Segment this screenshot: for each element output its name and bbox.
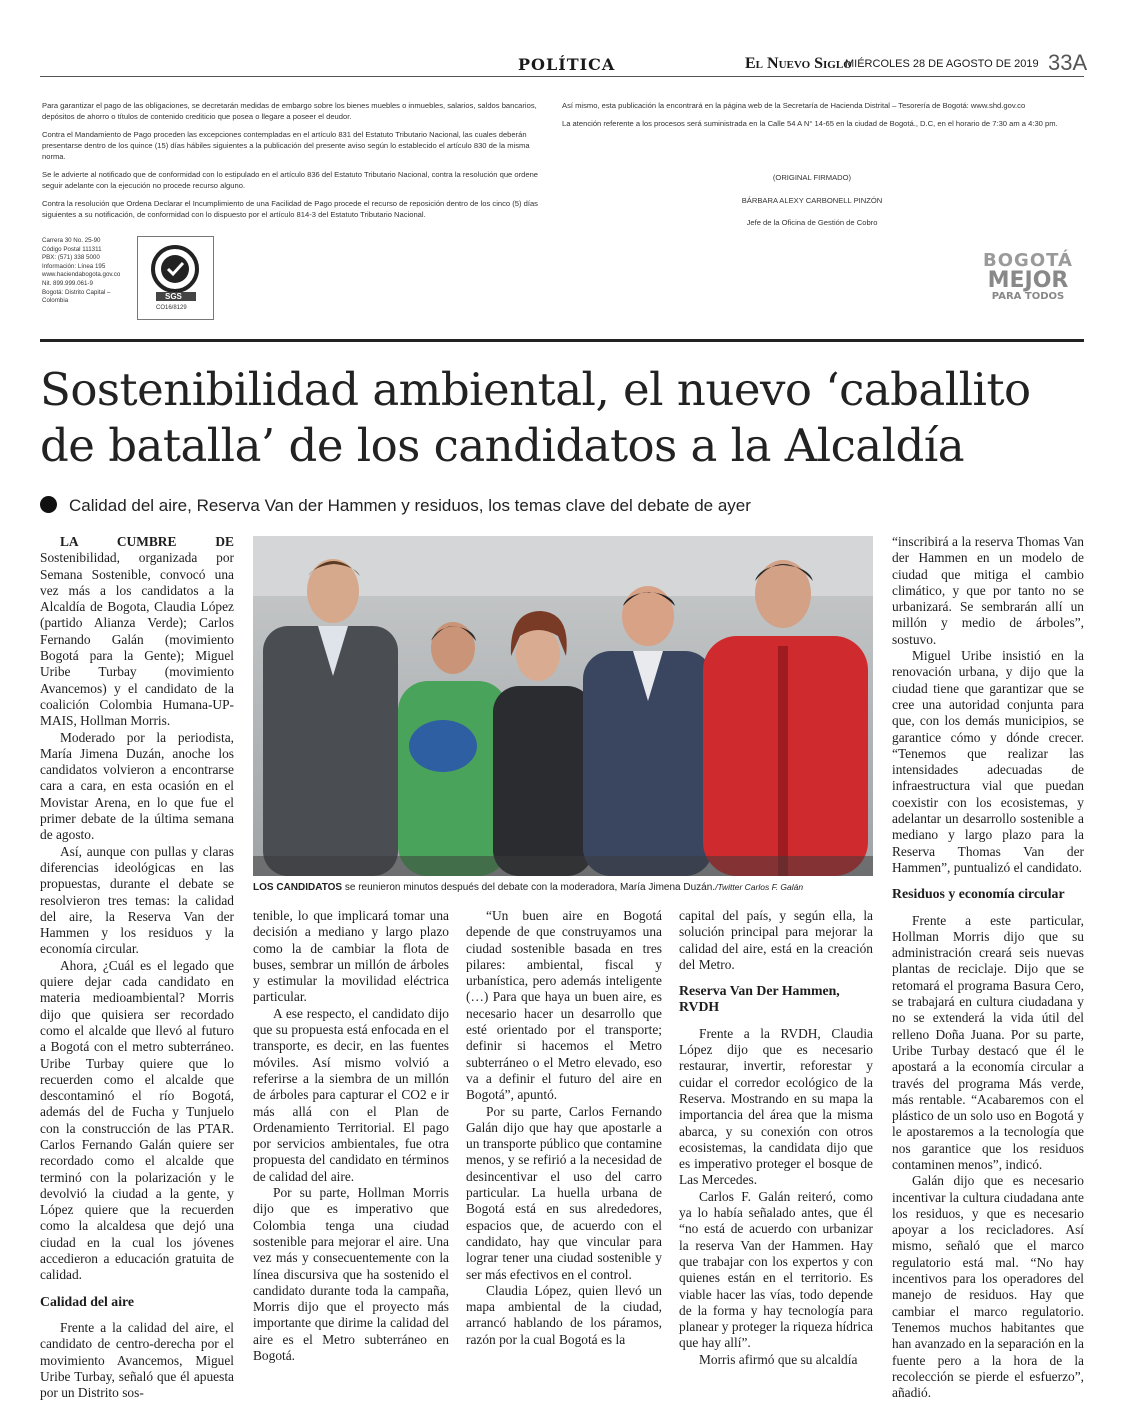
logo-line-3: PARA TODOS (991, 291, 1065, 302)
paragraph: Frente a la RVDH, Claudia López dijo que es necesario restaurar, invertir, reforestar y cuidar el corredor ecológico de la Reserva. Mostrando en su mapa la importancia del área que la misma abarca, y su conexión con otros ecosistemas, la candidata dijo que es imperativo proteger el bosque de Las Mercedes. (679, 1025, 873, 1188)
paragraph: Por su parte, Hollman Morris dijo que es imperativo que Colombia tenga una ciudad sostenible para mejorar el aire. Una vez más y consecuentemente con la línea discursiva que ha sostenido el candidato durante toda la campaña, Morris dijo que el proyecto más importante que dirime la calidad del aire es el Metro subterráneo en Bogotá. (253, 1185, 449, 1364)
group-photo-image (253, 536, 873, 876)
bogota-logo (978, 250, 1078, 302)
subheading: Residuos y economía circular (892, 886, 1065, 902)
cert-code: CO16/8129 (156, 305, 187, 311)
cert-label: SGS (165, 292, 182, 301)
paragraph: A ese respecto, el candidato dijo que su propuesta está enfocada en el transporte, es decir, en las fuentes móviles. Así mismo volvió a referirse a la siembra de un millón de árboles para capturar el CO2 e ir más allá con el Plan de Ordenamiento Territorial. El pago por servicios ambientales, fue otra propuesta del candidato en términos de calidad del aire. (253, 1005, 449, 1184)
notice-paragraph: Contra el Mandamiento de Pago proceden las excepciones contempladas en el artículo 831 del Estatuto Tributario Nacional, las cuales deberán presentarse dentro de los quince (15) días hábiles siguientes a la publicación del presente aviso según lo establecido el artículo 830 de la misma norma. (42, 130, 530, 161)
signed-note: (ORIGINAL FIRMADO) (772, 173, 852, 182)
paragraph (40, 534, 234, 730)
caption-text: se reunieron minutos después del debate con la moderadora, María Jimena Duzán. (342, 882, 716, 893)
paragraph: Morris afirmó que su alcaldía (699, 1351, 858, 1367)
article-column-3 (466, 908, 662, 1348)
office-address: Carrera 30 No. 25-90 Código Postal 111311 PBX: (571) 338 5000 Información: Línea 195 www.haciendabogota.gov.co Nit. 899.999.061-9 Bogotá: Distrito Capital – Colombia (42, 237, 121, 305)
paragraph: “inscribirá a la reserva Thomas Van der Hammen en un modelo de ciudad que mitiga el cambio climático, y que por tanto no se urbanizará. Se sembrarán allí un millón y medio de árboles”, sostuvo. (892, 534, 1084, 647)
lead-in: LA CUMBRE DE (60, 534, 234, 549)
article-headline: Sostenibilidad ambiental, el nuevo ‘caballito de batalla’ de los candidatos a la Alcaldía (40, 363, 1031, 472)
paragraph: Galán dijo que es necesario incentivar la cultura ciudadana ante los residuos, y que es necesario apoyar a los recicladores. Así mismo, señaló que el marco regulatorio está mal. “No hay incentivos para los operadores del manejo de residuos. Hay que cambiar el marco regulatorio. Tenemos muchos habitantes que han avanzado en la separación en la fuente pero a la hora de la recolección se pierde el esfuerzo”, añadió. (892, 1173, 1084, 1401)
header-rule (40, 76, 1084, 77)
issue-date: MIÉRCOLES 28 DE AGOSTO DE 2019 (845, 58, 1039, 70)
bullet-icon (40, 496, 57, 513)
candidates-photo (253, 536, 873, 876)
caption-lead: LOS CANDIDATOS (253, 882, 343, 893)
notice-paragraph: Para garantizar el pago de las obligaciones, se decretarán medidas de embargo sobre los bienes muebles o inmuebles, salarios, saldos bancarios, depósitos de ahorro o títulos de contenido crediticio que posea o llegare a poseer el deudor. (42, 101, 537, 121)
section-divider (40, 339, 1084, 342)
notice-paragraph: Contra la resolución que Ordena Declarar el Incumplimiento de una Facilidad de Pago procede el recurso de reposición dentro de los cinco (5) días siguientes a su notificación, de conformidad con lo dispuesto por el artículo 814-3 del Estatuto Tributario Nacional. (42, 199, 538, 219)
paragraph: Carlos F. Galán reiteró, como ya lo había señalado antes, que él “no está de acuerdo con urbanizar la reserva Van der Hammen. Hay que trabajar con los expertos y con quienes están en el territorio. Es viable hacer las vías, todo depende de la forma y hay tecnología para planear y proteger la riqueza hídrica que hay allí”. (679, 1188, 873, 1351)
subhead-text: Calidad del aire, Reserva Van der Hammen y residuos, los temas clave del debate de ayer (69, 496, 751, 515)
certification-logo (137, 236, 214, 320)
logo-line-2: MEJOR (987, 268, 1069, 293)
paragraph: Claudia López, quien llevó un mapa ambiental de la ciudad, arrancó hablando de los páramos, razón por la cual Bogotá es la (466, 1282, 662, 1347)
notice-paragraph: Se le advierte al notificado que de conformidad con lo estipulado en el artículo 836 del Estatuto Tributario Nacional, contra la resolución que ordene seguir adelante con la ejecución no procede recurso alguno. (42, 170, 539, 190)
notice-left-column (42, 100, 554, 227)
newspaper-name: El Nuevo Siglo (745, 55, 852, 72)
notice-right-column (562, 100, 1074, 136)
paragraph: capital del país, y según ella, la solución principal para mejorar la calidad del aire, está en la creación del Metro. (679, 908, 873, 972)
article-column-4 (679, 908, 873, 1368)
article-column-1 (40, 534, 234, 1401)
paragraph: “Un buen aire en Bogotá depende de que construyamos una ciudad sostenible basada en tres pilares: ambiental, fiscal y urbanística, pero además inteligente (…) Para que haya un buen aire, es necesario hacer un desarrollo que esté orientado por el transporte; definir si hacemos el Metro subterráneo o el Metro elevado, eso va a definir el futuro del aire en Bogotá”, apuntó. (466, 908, 662, 1103)
paragraph: Miguel Uribe insistió en la renovación urbana, y dijo que la ciudad tiene que garantizar que se cree una autoridad conjunta para que, con los demás municipios, se garantice cómo y dónde crecer. “Tenemos que realizar las intensidades adecuadas de infraestructura vial que puedan coexistir con los ecosistemas, y adelantar un desarrollo sostenible a mediano y largo plazo para la Reserva Thomas Van der Hammen”, puntualizó el candidato. (892, 648, 1084, 875)
paragraph: Ahora, ¿Cuál es el legado que quiere dejar cada candidato en materia medioambiental? Morris dijo que quisiera ser recordado como el alcalde que llevó al futuro a Bogotá con el metro subterráneo. Uribe Turbay quiere que lo recuerden como el alcalde que descontaminó el río Bogotá, además del de Fucha y Tunjuelo con la construcción de las PTAR. Carlos Fernando Galán quiere ser recordado como el alcalde que terminó con la polarización y le devolvió la ciudad a la gente, y López quiere que la recuerden como la alcaldesa que dejó una ciudad en la cual los jóvenes accedieron a educación gratuita de calidad. (40, 957, 234, 1283)
signer-role: Jefe de la Oficina de Gestión de Cobro (746, 218, 878, 227)
article-column-2 (253, 908, 449, 1364)
paragraph: tenible, lo que implicará tomar una decisión a mediano y largo plazo como la de cambiar la flota de buses, sembrar un millón de árboles y estimular la movilidad eléctrica particular. (253, 908, 449, 1005)
article-subhead (40, 496, 940, 516)
signer-name: BÁRBARA ALEXY CARBONELL PINZÓN (741, 196, 883, 205)
notice-paragraph: La atención referente a los procesos será suministrada en la Calle 54 A N° 14-65 en la ciudad de Bogotá., D.C, en el horario de 7:30 am a 4:30 pm. (562, 119, 1058, 128)
paragraph: Frente a la calidad del aire, el candidato de centro-derecha por el movimiento Avancemos, Miguel Uribe Turbay, señaló que él apuesta por un Distrito sos- (40, 1319, 234, 1401)
notice-paragraph: Así mismo, esta publicación la encontrará en la página web de la Secretaría de Hacienda Distrital – Tesorería de Bogotá: www.shd.gov.co (562, 101, 1026, 110)
article-column-5 (892, 534, 1084, 1401)
paragraph: Moderado por la periodista, María Jimena Duzán, anoche los candidatos volvieron a encontrarse cara a cara, en esta ocasión en el Movistar Arena, en lo que fue el primer debate de la última semana de agosto. (40, 729, 234, 843)
paragraph: Así, aunque con pullas y claras diferencias ideológicas en las propuestas, durante el debate se resolvieron tres temas: la calidad del aire, la Reserva Van der Hammen y los residuos y la economía circular. (40, 843, 234, 957)
subheading: Calidad del aire (40, 1293, 135, 1309)
section-name: POLÍTICA (518, 55, 616, 74)
paragraph-text: Sostenibilidad, organizada por Semana Sostenible, convocó una vez más a los candidatos a la Alcaldía de Bogota, Claudia López (partido Alianza Verde); Carlos Fernando Galán (movimiento Bogotá para la Gente); Miguel Uribe Turbay (movimiento Avancemos) y el candidato de la coalición Colombia Humana-UP-MAIS, Hollman Morris. (40, 550, 234, 729)
paragraph: Frente a este particular, Hollman Morris dijo que su administración creará seis nuevas plantas de reciclaje. Dijo que se retomará el programa Basura Cero, se trabajará en cultura ciudadana y no se extenderá la vida útil del relleno Doña Juana. Por su parte, Uribe Turbay destacó que él le apostará a la economía circular a través del programa Más verde, más rentable. “Acabaremos con el plástico de un solo uso en Bogotá y le apostaremos a la tecnología que nos garantice que los residuos contaminen menos”, indicó. (892, 912, 1084, 1172)
page-number: 33A (1048, 50, 1088, 75)
paragraph: Por su parte, Carlos Fernando Galán dijo que hay que apostarle a un transporte público que contamine menos, y se refirió a la necesidad de desincentivar el uso del carro particular. La huella urbana de Bogotá está en sus alrededores, espacios que, de acuerdo con el candidato, hay que vincular para lograr tener una ciudad sostenible y ser más efectivos en el control. (466, 1103, 662, 1282)
subheading: Reserva Van Der Hammen, RVDH (679, 983, 840, 1015)
caption-credit: /Twitter Carlos F. Galán (715, 882, 804, 892)
photo-caption (253, 882, 878, 893)
logo-line-1: BOGOTÁ (983, 250, 1073, 271)
